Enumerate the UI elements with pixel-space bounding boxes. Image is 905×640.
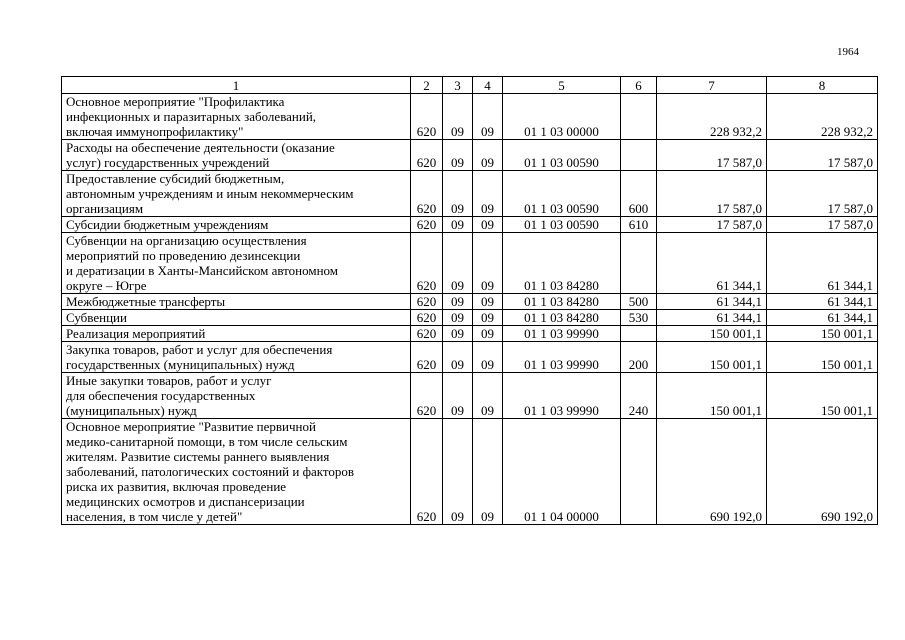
- row-code-cell: 620: [411, 419, 443, 525]
- row-name-cell: Основное мероприятие "Профилактика инфекционных и паразитарных заболеваний, включая иммунопрофилактику": [62, 94, 411, 140]
- page-number: 1964: [837, 46, 859, 58]
- row-section-cell: 09: [443, 217, 473, 233]
- row-section-cell: 09: [443, 294, 473, 310]
- row-section-cell: 09: [443, 140, 473, 171]
- table-row: [62, 140, 878, 171]
- column-header: 2: [411, 77, 443, 94]
- table-row: [62, 294, 878, 310]
- table-row: [62, 94, 878, 140]
- table-row: [62, 326, 878, 342]
- row-expense-type-cell: 610: [621, 217, 657, 233]
- column-header: 3: [443, 77, 473, 94]
- row-amount-total-cell: 61 344,1: [767, 310, 878, 326]
- row-expense-type-cell: [621, 233, 657, 294]
- row-expense-type-cell: [621, 94, 657, 140]
- row-amount-total-cell: 17 587,0: [767, 140, 878, 171]
- table-row: [62, 310, 878, 326]
- column-header: 7: [657, 77, 767, 94]
- row-target-article-cell: 01 1 03 84280: [503, 233, 621, 294]
- row-section-cell: 09: [443, 419, 473, 525]
- row-amount-cell: 17 587,0: [657, 171, 767, 217]
- row-amount-cell: 17 587,0: [657, 217, 767, 233]
- row-expense-type-cell: 500: [621, 294, 657, 310]
- row-subsection-cell: 09: [473, 217, 503, 233]
- table-row: [62, 233, 878, 294]
- row-section-cell: 09: [443, 94, 473, 140]
- row-section-cell: 09: [443, 326, 473, 342]
- row-code-cell: 620: [411, 294, 443, 310]
- row-code-cell: 620: [411, 94, 443, 140]
- row-name-cell: Субсидии бюджетным учреждениям: [62, 217, 411, 233]
- row-target-article-cell: 01 1 04 00000: [503, 419, 621, 525]
- row-amount-cell: 228 932,2: [657, 94, 767, 140]
- row-amount-total-cell: 690 192,0: [767, 419, 878, 525]
- row-amount-cell: 150 001,1: [657, 373, 767, 419]
- row-name-cell: Реализация мероприятий: [62, 326, 411, 342]
- row-code-cell: 620: [411, 373, 443, 419]
- row-subsection-cell: 09: [473, 94, 503, 140]
- row-code-cell: 620: [411, 342, 443, 373]
- row-name-cell: Межбюджетные трансферты: [62, 294, 411, 310]
- row-code-cell: 620: [411, 233, 443, 294]
- row-amount-total-cell: 17 587,0: [767, 171, 878, 217]
- row-subsection-cell: 09: [473, 342, 503, 373]
- row-amount-total-cell: 61 344,1: [767, 294, 878, 310]
- row-subsection-cell: 09: [473, 233, 503, 294]
- row-amount-total-cell: 17 587,0: [767, 217, 878, 233]
- row-code-cell: 620: [411, 140, 443, 171]
- row-target-article-cell: 01 1 03 99990: [503, 326, 621, 342]
- column-header: 8: [767, 77, 878, 94]
- row-name-cell: Расходы на обеспечение деятельности (оказание услуг) государственных учреждений: [62, 140, 411, 171]
- row-section-cell: 09: [443, 233, 473, 294]
- row-amount-cell: 61 344,1: [657, 294, 767, 310]
- row-amount-cell: 150 001,1: [657, 342, 767, 373]
- row-section-cell: 09: [443, 342, 473, 373]
- table-row: [62, 342, 878, 373]
- row-target-article-cell: 01 1 03 84280: [503, 294, 621, 310]
- row-amount-total-cell: 150 001,1: [767, 342, 878, 373]
- row-name-cell: Основное мероприятие "Развитие первичной медико-санитарной помощи, в том числе сельским жителям. Развитие системы раннего выявления заболеваний, патологических состояний и факторов риска их развития, включая проведение медицинских осмотров и диспансеризации населения, в том числе у детей": [62, 419, 411, 525]
- row-expense-type-cell: [621, 326, 657, 342]
- row-name-cell: Субвенции: [62, 310, 411, 326]
- column-header: 1: [62, 77, 411, 94]
- row-amount-cell: 61 344,1: [657, 233, 767, 294]
- row-code-cell: 620: [411, 326, 443, 342]
- row-expense-type-cell: 600: [621, 171, 657, 217]
- row-name-cell: Предоставление субсидий бюджетным, автономным учреждениям и иным некоммерческим организациям: [62, 171, 411, 217]
- row-subsection-cell: 09: [473, 373, 503, 419]
- row-expense-type-cell: 200: [621, 342, 657, 373]
- column-header: 4: [473, 77, 503, 94]
- row-section-cell: 09: [443, 171, 473, 217]
- row-target-article-cell: 01 1 03 00000: [503, 94, 621, 140]
- row-expense-type-cell: [621, 419, 657, 525]
- row-code-cell: 620: [411, 171, 443, 217]
- row-amount-total-cell: 150 001,1: [767, 373, 878, 419]
- row-subsection-cell: 09: [473, 310, 503, 326]
- row-target-article-cell: 01 1 03 00590: [503, 171, 621, 217]
- row-target-article-cell: 01 1 03 99990: [503, 373, 621, 419]
- row-subsection-cell: 09: [473, 171, 503, 217]
- row-amount-cell: 690 192,0: [657, 419, 767, 525]
- table-row: [62, 419, 878, 525]
- header-row: [62, 77, 878, 94]
- row-expense-type-cell: [621, 140, 657, 171]
- row-amount-total-cell: 228 932,2: [767, 94, 878, 140]
- row-code-cell: 620: [411, 310, 443, 326]
- row-target-article-cell: 01 1 03 99990: [503, 342, 621, 373]
- row-code-cell: 620: [411, 217, 443, 233]
- table-row: [62, 171, 878, 217]
- table-body: [62, 94, 878, 525]
- row-expense-type-cell: 530: [621, 310, 657, 326]
- row-name-cell: Субвенции на организацию осуществления мероприятий по проведению дезинсекции и дератизации в Ханты-Мансийском автономном округе – Югре: [62, 233, 411, 294]
- row-name-cell: Иные закупки товаров, работ и услуг для обеспечения государственных (муниципальных) нужд: [62, 373, 411, 419]
- row-amount-cell: 150 001,1: [657, 326, 767, 342]
- row-amount-total-cell: 150 001,1: [767, 326, 878, 342]
- row-target-article-cell: 01 1 03 84280: [503, 310, 621, 326]
- column-header: 5: [503, 77, 621, 94]
- row-section-cell: 09: [443, 310, 473, 326]
- row-target-article-cell: 01 1 03 00590: [503, 217, 621, 233]
- row-subsection-cell: 09: [473, 326, 503, 342]
- table-row: [62, 217, 878, 233]
- row-amount-cell: 61 344,1: [657, 310, 767, 326]
- budget-table: [61, 76, 878, 525]
- row-amount-cell: 17 587,0: [657, 140, 767, 171]
- row-subsection-cell: 09: [473, 419, 503, 525]
- row-expense-type-cell: 240: [621, 373, 657, 419]
- table-row: [62, 373, 878, 419]
- row-subsection-cell: 09: [473, 140, 503, 171]
- row-amount-total-cell: 61 344,1: [767, 233, 878, 294]
- row-name-cell: Закупка товаров, работ и услуг для обеспечения государственных (муниципальных) нужд: [62, 342, 411, 373]
- row-section-cell: 09: [443, 373, 473, 419]
- row-target-article-cell: 01 1 03 00590: [503, 140, 621, 171]
- column-header: 6: [621, 77, 657, 94]
- row-subsection-cell: 09: [473, 294, 503, 310]
